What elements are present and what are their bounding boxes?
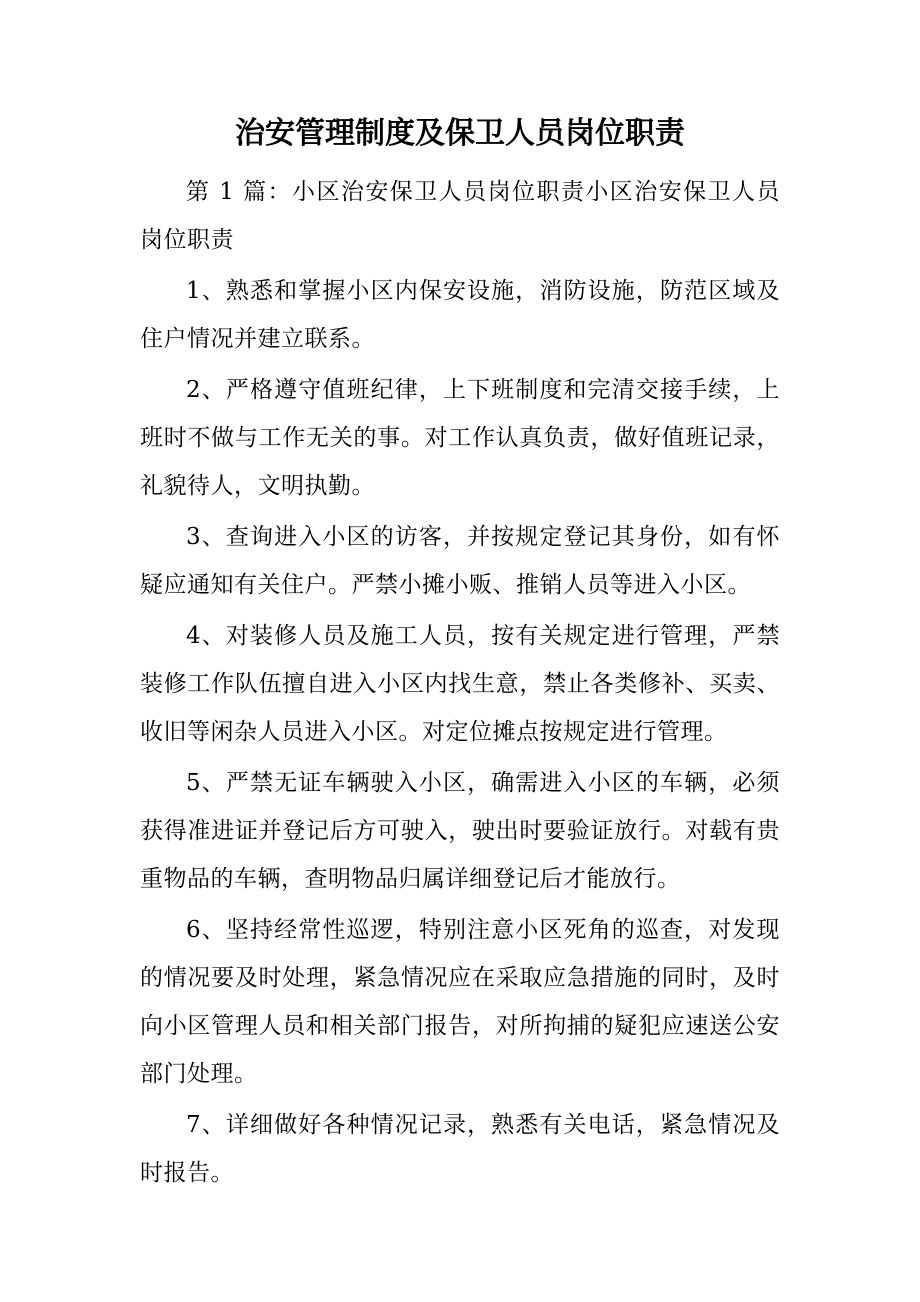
page-title: 治安管理制度及保卫人员岗位职责 bbox=[235, 116, 685, 151]
paragraph-item-3: 3、查询进入小区的访客，并按规定登记其身份，如有怀疑应通知有关住户。严禁小摊小贩、推销人员等进入小区。 bbox=[140, 524, 780, 598]
document-body bbox=[140, 168, 780, 1200]
paragraph-intro: 第 1 篇：小区治安保卫人员岗位职责小区治安保卫人员岗位职责 bbox=[140, 179, 780, 253]
paragraph-item-2: 2、严格遵守值班纪律，上下班制度和完清交接手续，上班时不做与工作无关的事。对工作认真负责，做好值班记录，礼貌待人，文明执勤。 bbox=[140, 377, 780, 499]
paragraph-item-5: 5、严禁无证车辆驶入小区，确需进入小区的车辆，必须获得准进证并登记后方可驶入，驶出时要验证放行。对载有贵重物品的车辆，查明物品归属详细登记后才能放行。 bbox=[140, 770, 780, 892]
paragraph-item-1: 1、熟悉和掌握小区内保安设施，消防设施，防范区域及住户情况并建立联系。 bbox=[140, 278, 780, 352]
paragraph-item-6: 6、坚持经常性巡逻，特别注意小区死角的巡查，对发现的情况要及时处理，紧急情况应在采取应急措施的同时，及时向小区管理人员和相关部门报告，对所拘捕的疑犯应速送公安部门处理。 bbox=[140, 917, 780, 1087]
paragraph-item-4: 4、对装修人员及施工人员，按有关规定进行管理，严禁装修工作队伍擅自进入小区内找生意，禁止各类修补、买卖、收旧等闲杂人员进入小区。对定位摊点按规定进行管理。 bbox=[140, 623, 780, 745]
paragraph-item-7: 7、详细做好各种情况记录，熟悉有关电话，紧急情况及时报告。 bbox=[140, 1112, 780, 1186]
